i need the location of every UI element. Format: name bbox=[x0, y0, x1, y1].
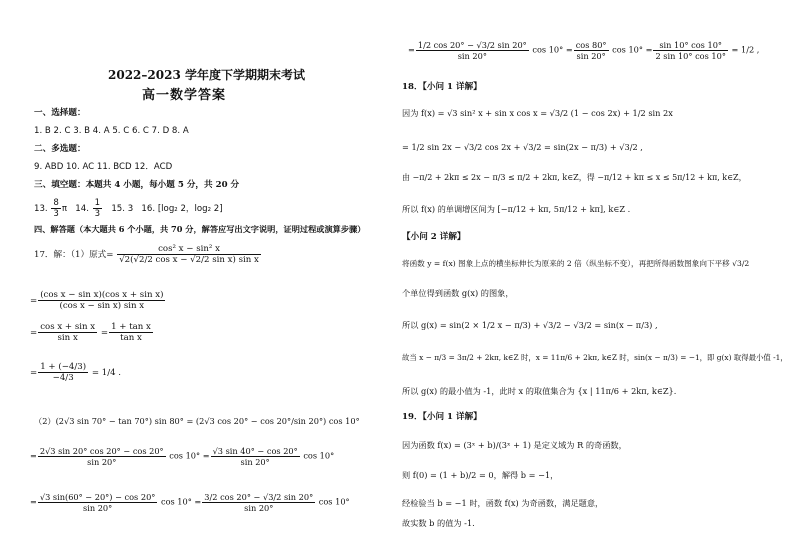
fraction-numerator: cos 80° bbox=[575, 40, 607, 50]
exam-title: 2022–2023 学年度下学期期末考试 bbox=[108, 68, 305, 82]
q17-result: = 1/4 . bbox=[91, 368, 122, 378]
q18-line: 所以 f(x) 的单调增区间为 [−π/12 + kπ, 5π/12 + kπ], k∈Z . bbox=[402, 204, 631, 214]
fraction-denominator: −4/3 bbox=[52, 373, 74, 383]
fraction-denominator: √2(√2/2 cos x − √2/2 sin x) sin x bbox=[119, 255, 259, 265]
cos10-term: cos 10° bbox=[160, 496, 192, 507]
q18-line: 所以 g(x) = sin(2 × 1/2 x − π/3) + √3/2 − √3/2 = sin(x − π/3) , bbox=[402, 320, 658, 330]
answer-number: 14. bbox=[75, 204, 89, 214]
q18-part-2-heading: 【小问 2 详解】 bbox=[402, 232, 466, 242]
section-heading: 二、多选题： bbox=[34, 144, 86, 154]
cos10-term: cos 10° bbox=[532, 44, 564, 55]
fraction-denominator: sin 20° bbox=[244, 503, 274, 513]
answer-title: 高一数学答案 bbox=[142, 88, 227, 103]
q17-part-2-line-2: = $\frac{2√3 \sin 20^\circ \cos 20^\circ - \cos 20^\circ}{\sin 20^\circ}$ cos 10° = $\frac{√3 \sin 40^\circ - \cos 20^\circ}{\sin 20^\circ}$ cos 10° bbox=[30, 446, 335, 467]
answers-multiple: 9. ABD 10. AC 11. BCD 12．ACD bbox=[34, 162, 173, 172]
fraction-denominator: (cos x − sin x) sin x bbox=[59, 301, 145, 311]
answer-15: 15. 3 bbox=[111, 204, 134, 214]
fraction-denominator: sin x bbox=[57, 333, 78, 343]
answer-tail: π bbox=[61, 204, 68, 214]
q17-label: 17．解：（1）原式= bbox=[34, 250, 114, 260]
cos10-term: cos 10° bbox=[318, 496, 350, 507]
cos10-term: cos 10° bbox=[303, 450, 335, 461]
q17-part-2-line-3: = $\frac{√3 \sin(60^\circ - 20^\circ) - \cos 20^\circ}{\sin 20^\circ}$ cos 10° = $\frac{3/2 \cos 20^\circ - √3/2 \sin 20^\circ}{\sin 20^\circ}$ cos 10° bbox=[30, 492, 350, 513]
fraction-denominator: sin 20° bbox=[240, 457, 270, 467]
q19-line: 则 f(0) = (1 + b)/2 = 0，解得 b = −1， bbox=[402, 470, 559, 480]
q18-part-1-heading: 18．【小问 1 详解】 bbox=[402, 82, 482, 92]
q17-step-2: = $\frac{\text{(cos x − sin x)(cos x + sin x)}}{\text{(cos x − sin x) sin x}}$ bbox=[30, 290, 164, 311]
answer-number: 13. bbox=[34, 204, 48, 214]
q18-line: 故当 x − π/3 = 3π/2 + 2kπ, k∈Z 时，x = 11π/6 + 2kπ, k∈Z 时，sin(x − π/3) = −1，即 g(x) 取得最小值 -1， bbox=[402, 353, 788, 362]
q18-line: 将函数 y = f(x) 图象上点的横坐标伸长为原来的 2 倍（纵坐标不变），再把所得函数图象向下平移 √3/2 bbox=[402, 259, 750, 268]
q18-line: = 1/2 sin 2x − √3/2 cos 2x + √3/2 = sin(2x − π/3) + √3/2 , bbox=[402, 142, 643, 152]
q17-final-result: = 1/2 , bbox=[731, 44, 760, 55]
fraction-numerator: √3 sin(60° − 20°) − cos 20° bbox=[39, 492, 156, 502]
q17-original-expression bbox=[34, 244, 262, 265]
q17-part-2-line-1: （2）(2√3 sin 70° − tan 70°) sin 80° = (2√3 cos 20° − cos 20°/sin 20°) cos 10° bbox=[34, 416, 360, 426]
q17-step-4: = $\frac{1 + (-4/3)}{-4/3}$ = 1/4 . bbox=[30, 362, 122, 383]
fraction-denominator: sin 20° bbox=[87, 457, 117, 467]
fraction-numerator: 1/2 cos 20° − √3/2 sin 20° bbox=[417, 40, 527, 50]
section-heading: 四、解答题（本大题共 6 个小题，共 70 分，解答应写出文字说明，证明过程或演算步骤） bbox=[34, 224, 366, 234]
fraction-numerator: cos x + sin x bbox=[40, 322, 96, 332]
fraction-denominator: 3 bbox=[53, 209, 59, 219]
fraction-numerator: 1 bbox=[94, 198, 101, 208]
answers-choice: 1. B 2. C 3. B 4. A 5. C 6. C 7. D 8. A bbox=[34, 126, 189, 136]
section-heading: 三、填空题：本题共 4 小题，每小题 5 分，共 20 分 bbox=[34, 180, 240, 190]
fraction-numerator: √3 sin 40° − cos 20° bbox=[212, 446, 298, 456]
fraction-numerator: 1 + (−4/3) bbox=[40, 362, 87, 372]
fraction-denominator: 3 bbox=[94, 209, 101, 219]
fraction-numerator: cos² x − sin² x bbox=[117, 244, 261, 255]
q19-line: 经检验当 b = −1 时，函数 f(x) 为奇函数，满足题意， bbox=[402, 498, 604, 508]
fraction-numerator: (cos x − sin x)(cos x + sin x) bbox=[40, 290, 164, 300]
section-heading: 一、选择题： bbox=[34, 108, 86, 118]
fraction-numerator: 2√3 sin 20° cos 20° − cos 20° bbox=[39, 446, 164, 456]
answers-fill bbox=[34, 198, 223, 219]
left-column bbox=[0, 0, 392, 560]
cos10-term: cos 10° bbox=[612, 44, 643, 55]
fraction-denominator: sin 20° bbox=[576, 51, 606, 61]
fraction-numerator: 1 + tan x bbox=[111, 322, 151, 332]
q18-line: 个单位得到函数 g(x) 的图象， bbox=[402, 288, 514, 298]
q18-line: 因为 f(x) = √3 sin² x + sin x cos x = √3/2 (1 − cos 2x) + 1/2 sin 2x bbox=[402, 108, 673, 118]
q17-step-3: = $\frac{\text{cos x + sin x}}{\text{sin x}}$ = $\frac{\text{1 + tan x}}{\text{tan x}}$ bbox=[30, 322, 151, 343]
fraction-denominator: sin 20° bbox=[83, 503, 113, 513]
q18-line: 由 −π/2 + 2kπ ≤ 2x − π/3 ≤ π/2 + 2kπ, k∈Z，得 −π/12 + kπ ≤ x ≤ 5π/12 + kπ, k∈Z， bbox=[402, 173, 747, 182]
q19-line: 因为函数 f(x) = (3ˣ + b)/(3ˣ + 1) 是定义域为 R 的奇函数， bbox=[402, 440, 627, 450]
cos10-term: cos 10° bbox=[169, 450, 201, 461]
right-column bbox=[398, 0, 794, 560]
fraction-denominator: sin 20° bbox=[457, 51, 487, 61]
q19-part-1-heading: 19．【小问 1 详解】 bbox=[402, 412, 482, 422]
fraction-numerator: 3/2 cos 20° − √3/2 sin 20° bbox=[204, 492, 314, 502]
fraction-denominator: tan x bbox=[120, 333, 142, 343]
answer-16: 16. [log₂ 2，log₂ 2] bbox=[141, 204, 223, 214]
fraction-denominator: 2 sin 10° cos 10° bbox=[655, 51, 726, 61]
fraction-numerator: 8 bbox=[53, 198, 59, 208]
q17-continuation: = $\frac{1/2 \cos 20^\circ - √3/2 \sin 20^\circ}{\sin 20^\circ}$ cos 10° = $\frac{\cos 80^\circ}{\sin 20^\circ}$ cos 10° = $\frac{\sin 10^\circ \cos 10^\circ}{2 \sin 10^\circ \cos 10^\circ}$ = 1/2 , bbox=[408, 40, 760, 61]
q19-line: 故实数 b 的值为 -1. bbox=[402, 518, 475, 528]
fraction-numerator: sin 10° cos 10° bbox=[653, 40, 727, 51]
q18-line: 所以 g(x) 的最小值为 -1，此时 x 的取值集合为 {x | 11π/6 + 2kπ, k∈Z}. bbox=[402, 386, 677, 396]
